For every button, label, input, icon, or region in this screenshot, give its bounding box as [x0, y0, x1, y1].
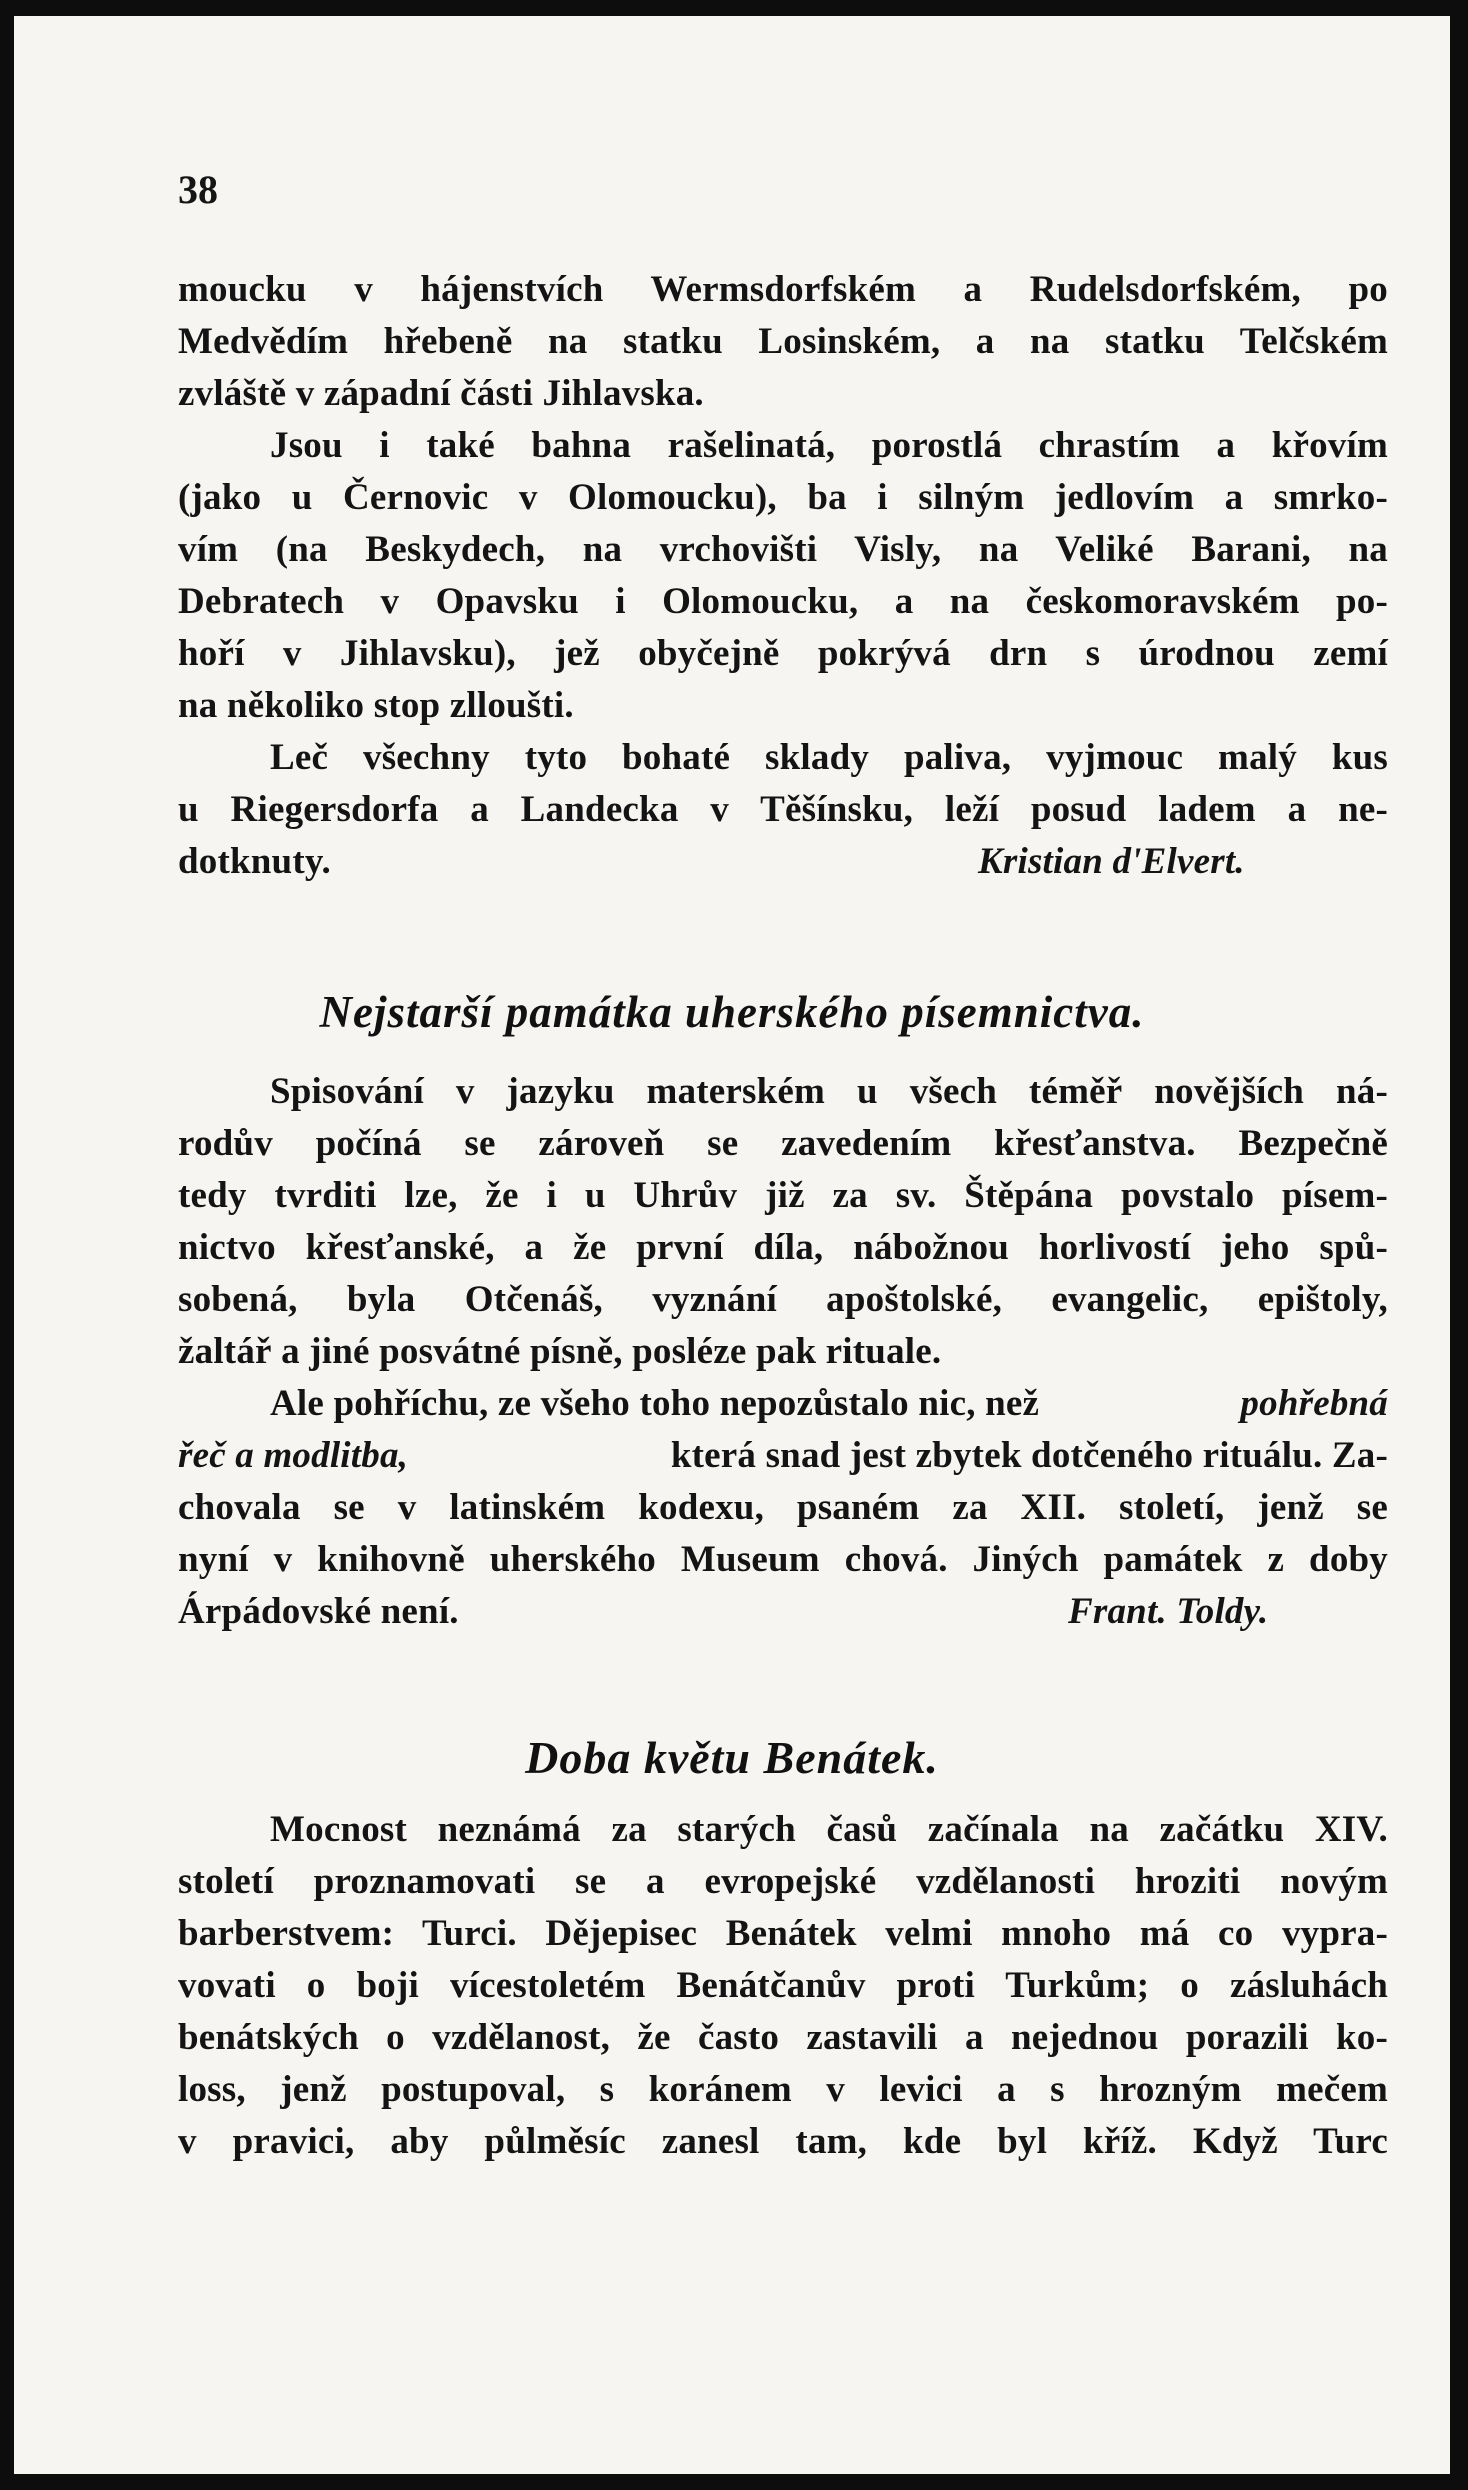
text-line: na několiko stop zlloušti. — [178, 685, 574, 726]
article-coal-text — [178, 264, 1388, 888]
text-line — [178, 1378, 1388, 1430]
text-line: (jako u Černovic v Olomoucku), ba i silným jedlovím a smrko- — [178, 477, 1388, 518]
text-line-end: dotknuty. — [178, 841, 331, 882]
book-page — [14, 16, 1450, 2474]
text-line — [178, 1586, 1388, 1638]
text-segment: která snad jest zbytek dotčeného rituálu. Za- — [670, 1435, 1388, 1476]
text-line: chovala se v latinském kodexu, psaném za XII. století, jenž se — [178, 1487, 1388, 1528]
text-line: benátských o vzdělanost, že často zastavili a nejednou porazili ko- — [178, 2017, 1388, 2058]
text-line: Leč všechny tyto bohaté sklady paliva, vyjmouc malý kus — [270, 737, 1388, 778]
text-line: vovati o boji vícestoletém Benátčanův proti Turkům; o zásluhách — [178, 1965, 1388, 2006]
text-line: Debratech v Opavsku i Olomoucku, a na českomoravském po- — [178, 581, 1388, 622]
text-segment-italic: řeč a modlitba, — [178, 1435, 409, 1476]
author-signature: Kristian d'Elvert. — [978, 841, 1245, 882]
text-line: Mocnost neznámá za starých časů začínala na začátku XIV. — [270, 1809, 1388, 1850]
text-line: v pravici, aby půlměsíc zanesl tam, kde byl kříž. Když Turc — [178, 2121, 1388, 2162]
text-line — [178, 836, 1388, 888]
text-line: nyní v knihovně uherského Museum chová. Jiných památek z doby — [178, 1539, 1388, 1580]
author-signature: Frant. Toldy. — [1068, 1591, 1269, 1632]
text-line: Jsou i také bahna rašelinatá, porostlá chrastím a křovím — [270, 425, 1388, 466]
page-number: 38 — [178, 167, 218, 212]
text-segment-italic: pohřebná — [1240, 1383, 1388, 1424]
text-line: barberstvem: Turci. Dějepisec Benátek velmi mnoho má co vypra- — [178, 1913, 1388, 1954]
text-line-end: Árpádovské není. — [178, 1591, 459, 1632]
text-line: moucku v hájenstvích Wermsdorfském a Rudelsdorfském, po — [178, 269, 1388, 310]
text-line — [178, 1430, 1388, 1482]
text-line: hoří v Jihlavsku), jež obyčejně pokrývá drn s úrodnou zemí — [178, 633, 1388, 674]
text-line: století proznamovati se a evropejské vzdělanosti hroziti novým — [178, 1861, 1388, 1902]
text-line: rodův počíná se zároveň se zavedením křesťanstva. Bezpečně — [178, 1123, 1388, 1164]
text-line: u Riegersdorfa a Landecka v Těšínsku, leží posud ladem a ne- — [178, 789, 1388, 830]
text-line: nictvo křesťanské, a že první díla, nábožnou horlivostí jeho spů- — [178, 1227, 1388, 1268]
text-line: Spisování v jazyku materském u všech téměř novějších ná- — [270, 1071, 1388, 1112]
text-line: zvláště v západní části Jihlavska. — [178, 373, 704, 414]
text-line: loss, jenž postupoval, s koránem v levici a s hrozným mečem — [178, 2069, 1388, 2110]
article-literature-text — [178, 1066, 1388, 1638]
article-venice-text — [178, 1804, 1388, 2168]
text-line: tedy tvrditi lze, že i u Uhrův již za sv. Štěpána povstalo písem- — [178, 1175, 1388, 1216]
text-line: Medvědím hřebeně na statku Losinském, a na statku Telčském — [178, 321, 1388, 362]
text-line: žaltář a jiné posvátné písně, posléze pak rituale. — [178, 1331, 942, 1372]
section-heading: Doba květu Benátek. — [525, 1732, 939, 1783]
text-segment: Ale pohříchu, ze všeho toho nepozůstalo nic, než — [270, 1383, 1040, 1424]
section-heading: Nejstarší památka uherského písemnictva. — [319, 987, 1145, 1037]
text-line: sobená, byla Otčenáš, vyznání apoštolské, evangelic, epištoly, — [178, 1279, 1388, 1320]
text-line: vím (na Beskydech, na vrchovišti Visly, na Veliké Barani, na — [178, 529, 1388, 570]
